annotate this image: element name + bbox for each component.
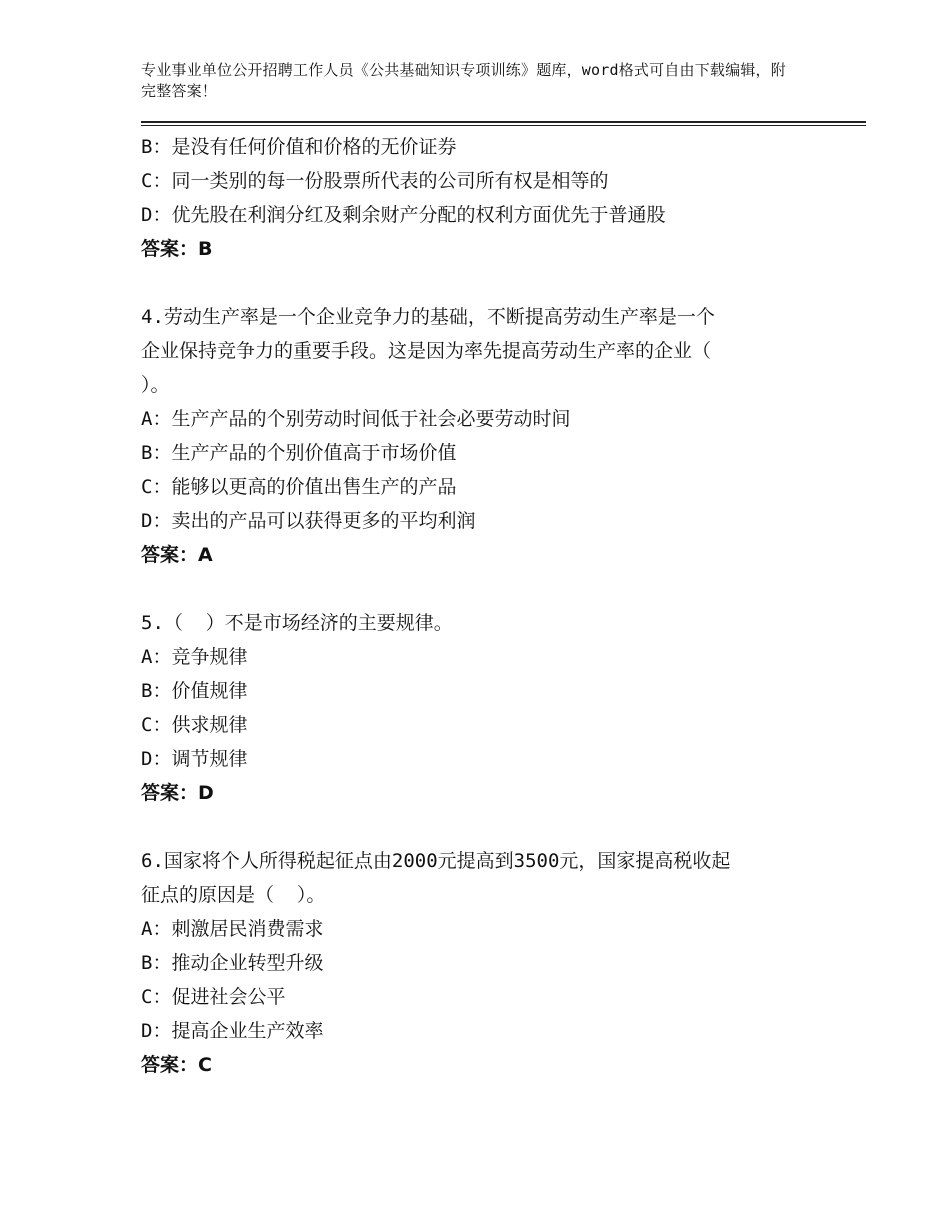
option-b: B：推动企业转型升级 xyxy=(141,952,324,974)
option-c: C：能够以更高的价值出售生产的产品 xyxy=(141,476,457,498)
question-3-continuation xyxy=(141,130,841,266)
option-a: A：生产产品的个别劳动时间低于社会必要劳动时间 xyxy=(141,408,571,430)
option-c: C：同一类别的每一份股票所代表的公司所有权是相等的 xyxy=(141,170,609,192)
header-rule-thin xyxy=(141,125,866,126)
spacer xyxy=(141,572,841,606)
question-stem-line: 5.（ ）不是市场经济的主要规律。 xyxy=(141,612,453,634)
answer-line: 答案：D xyxy=(141,782,214,804)
spacer xyxy=(141,810,841,844)
question-stem-line: 4.劳动生产率是一个企业竞争力的基础，不断提高劳动生产率是一个 xyxy=(141,306,715,328)
option-b: B：是没有任何价值和价格的无价证券 xyxy=(141,136,457,158)
answer-line: 答案：B xyxy=(141,238,213,260)
question-stem-line: 6.国家将个人所得税起征点由2000元提高到3500元，国家提高税收起 xyxy=(141,850,731,872)
option-a: A：竞争规律 xyxy=(141,646,248,668)
option-b: B：生产产品的个别价值高于市场价值 xyxy=(141,442,457,464)
option-d: D：卖出的产品可以获得更多的平均利润 xyxy=(141,510,476,532)
question-stem-line: ）。 xyxy=(141,374,170,396)
document-header: 专业事业单位公开招聘工作人员《公共基础知识专项训练》题库，word格式可自由下载编辑，附完整答案！ xyxy=(141,61,786,100)
header-rule-thick xyxy=(141,121,866,123)
option-d: D：优先股在利润分红及剩余财产分配的权利方面优先于普通股 xyxy=(141,204,666,226)
question-6 xyxy=(141,844,841,1082)
question-5 xyxy=(141,606,841,810)
option-c: C：促进社会公平 xyxy=(141,986,286,1008)
option-d: D：调节规律 xyxy=(141,748,248,770)
spacer xyxy=(141,266,841,300)
option-a: A：刺激居民消费需求 xyxy=(141,918,324,940)
question-stem-line: 企业保持竞争力的重要手段。这是因为率先提高劳动生产率的企业（ xyxy=(141,340,712,362)
option-c: C：供求规律 xyxy=(141,714,248,736)
question-4 xyxy=(141,300,841,572)
question-list xyxy=(141,130,841,1082)
option-d: D：提高企业生产效率 xyxy=(141,1020,324,1042)
option-b: B：价值规律 xyxy=(141,680,248,702)
answer-line: 答案：C xyxy=(141,1054,212,1076)
answer-line: 答案：A xyxy=(141,544,213,566)
question-stem-line: 征点的原因是（ ）。 xyxy=(141,884,326,906)
